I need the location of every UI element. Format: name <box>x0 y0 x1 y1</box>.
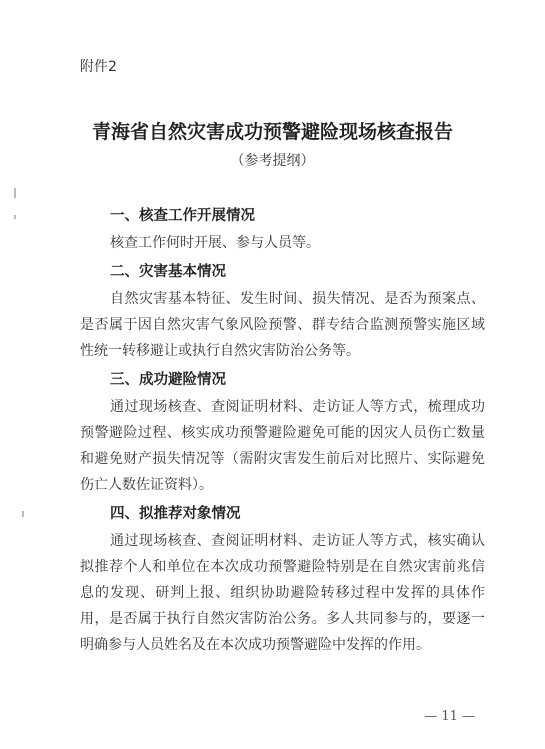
section-text: 通过现场核查、查阅证明材料、走访证人等方式，核实确认拟推荐个人和单位在本次成功预警避险特别是在自然灾害前兆信息的发现、研判上报、组织协助避险转移过程中发挥的具体作用，是否属于执行自然灾害防治公务。多人共同参与的，要逐一明确参与人员姓名及在本次成功预警避险中发挥的作用。 <box>80 533 485 653</box>
section-text: 自然灾害基本特征、发生时间、损失情况、是否为预案点、是否属于因自然灾害气象风险预警、群专结合监测预警实施区域性统一转移避让或执行自然灾害防治公务等。 <box>80 291 485 359</box>
section-text: 通过现场核查、查阅证明材料、走访证人等方式，梳理成功预警避险过程、核实成功预警避险避免可能的因灾人员伤亡数量和避免财产损失情况等（需附灾害发生前后对比照片、实际避免伤亡人数佐证资料）。 <box>80 399 485 493</box>
document-subtitle: （参考提纲） <box>230 153 315 169</box>
section-heading: 四、拟推荐对象情况 <box>110 506 241 522</box>
section-text: 核查工作何时开展、参与人员等。 <box>110 235 320 251</box>
binding-mark-mid <box>14 215 16 219</box>
section-2 <box>80 258 485 364</box>
section-heading: 一、核查工作开展情况 <box>110 208 255 224</box>
section-1 <box>80 202 485 256</box>
section-heading: 三、成功避险情况 <box>110 372 226 388</box>
section-heading: 二、灾害基本情况 <box>110 264 226 280</box>
binding-mark-top <box>14 188 16 198</box>
page-number: — 11 — <box>424 709 475 724</box>
attachment-label: 附件2 <box>80 59 117 75</box>
binding-mark-low <box>22 511 24 517</box>
document-body <box>80 202 485 660</box>
document-title: 青海省自然灾害成功预警避险现场核查报告 <box>91 121 453 143</box>
section-3 <box>80 366 485 498</box>
section-4 <box>80 500 485 658</box>
